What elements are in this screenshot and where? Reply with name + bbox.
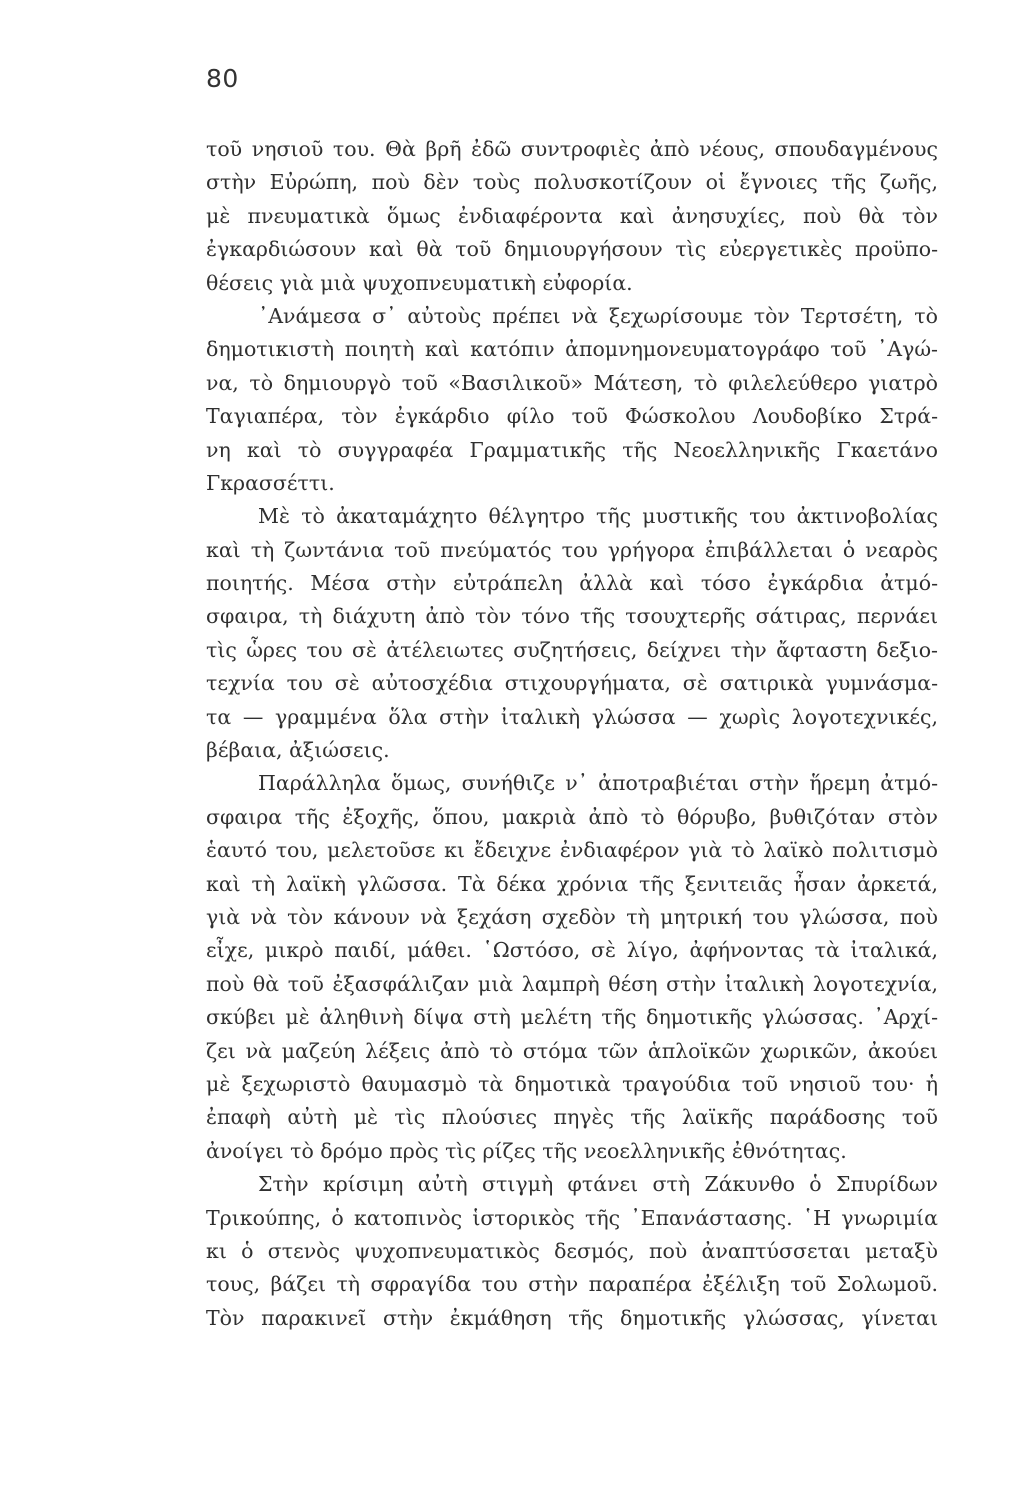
- text-line: τους, βάζει τὴ σφραγίδα του στὴν παραπέρα ἐξέλιξη τοῦ Σολωμοῦ.: [206, 1272, 938, 1297]
- text-line: τεχνία του σὲ αὐτοσχέδια στιχουργήματα, σὲ σατιρικὰ γυμνάσμα-: [206, 671, 938, 696]
- paragraph-start: ᾿Ανάμεσα σ᾿ αὐτοὺς πρέπει νὰ ξεχωρίσουμε τὸν Τερτσέτη, τὸ: [258, 303, 938, 328]
- paragraph-start: Μὲ τὸ ἀκαταμάχητο θέλγητρο τῆς μυστικῆς του ἀκτινοβολίας: [258, 504, 938, 529]
- text-line: τὶς ὧρες του σὲ ἀτέλειωτες συζητήσεις, δείχνει τὴν ἄφταστη δεξιο-: [206, 637, 938, 662]
- text-line: νη καὶ τὸ συγγραφέα Γραμματικῆς τῆς Νεοελληνικῆς Γκαετάνο: [206, 437, 938, 462]
- page-number: 80: [206, 64, 239, 93]
- text-line: εἶχε, μικρὸ παιδί, μάθει. ῾Ωστόσο, σὲ λίγο, ἀφήνοντας τὰ ἰταλικά,: [206, 938, 938, 963]
- text-line: κι ὁ στενὸς ψυχοπνευματικὸς δεσμός, ποὺ ἀναπτύσσεται μεταξὺ: [206, 1238, 938, 1263]
- text-line: τα — γραμμένα ὅλα στὴν ἰταλικὴ γλώσσα — χωρὶς λογοτεχνικές,: [206, 704, 938, 729]
- text-line: στὴν Εὐρώπη, ποὺ δὲν τοὺς πολυσκοτίζουν οἱ ἔγνοιες τῆς ζωῆς,: [206, 170, 938, 195]
- text-line: Τρικούπης, ὁ κατοπινὸς ἱστορικὸς τῆς ᾿Επανάστασης. ῾Η γνωριμία: [206, 1205, 938, 1230]
- text-line: ἐπαφὴ αὐτὴ μὲ τὶς πλούσιες πηγὲς τῆς λαϊκῆς παράδοσης τοῦ: [206, 1105, 938, 1130]
- text-line: ἐγκαρδιώσουν καὶ θὰ τοῦ δημιουργήσουν τὶς εὐεργετικὲς προϋπο-: [206, 237, 938, 262]
- text-line: σφαιρα τῆς ἐξοχῆς, ὅπου, μακριὰ ἀπὸ τὸ θόρυβο, βυθιζόταν στὸν: [206, 804, 938, 829]
- text-line: καὶ τὴ ζωντάνια τοῦ πνεύματός του γρήγορα ἐπιβάλλεται ὁ νεαρὸς: [206, 537, 938, 562]
- text-line: ποιητής. Μέσα στὴν εὐτράπελη ἀλλὰ καὶ τόσο ἐγκάρδια ἀτμό-: [206, 571, 938, 596]
- text-line: ἑαυτό του, μελετοῦσε κι ἔδειχνε ἐνδιαφέρον γιὰ τὸ λαϊκὸ πολιτισμὸ: [206, 838, 938, 863]
- paragraph-start: Παράλληλα ὅμως, συνήθιζε ν᾿ ἀποτραβιέται στὴν ἥρεμη ἀτμό-: [258, 771, 938, 796]
- text-line: καὶ τὴ λαϊκὴ γλῶσσα. Τὰ δέκα χρόνια τῆς ξενιτειᾶς ἦσαν ἀρκετά,: [206, 871, 938, 896]
- paragraph-start: Στὴν κρίσιμη αὐτὴ στιγμὴ φτάνει στὴ Ζάκυνθο ὁ Σπυρίδων: [258, 1172, 938, 1197]
- text-line: βέβαια, ἀξιώσεις.: [206, 738, 390, 763]
- text-line: σκύβει μὲ ἀληθινὴ δίψα στὴ μελέτη τῆς δημοτικῆς γλώσσας. ᾿Αρχί-: [206, 1005, 938, 1030]
- text-line: μὲ πνευματικὰ ὅμως ἐνδιαφέροντα καὶ ἀνησυχίες, ποὺ θὰ τὸν: [206, 203, 938, 228]
- text-line: ἀνοίγει τὸ δρόμο πρὸς τὶς ρίζες τῆς νεοελληνικῆς ἐθνότητας.: [206, 1138, 847, 1163]
- text-line: δημοτικιστὴ ποιητὴ καὶ κατόπιν ἀπομνημονευματογράφο τοῦ ᾿Αγώ-: [206, 337, 938, 362]
- text-line: Τὸν παρακινεῖ στὴν ἐκμάθηση τῆς δημοτικῆς γλώσσας, γίνεται: [206, 1305, 938, 1330]
- body-text: [206, 133, 938, 1335]
- text-line: ποὺ θὰ τοῦ ἐξασφάλιζαν μιὰ λαμπρὴ θέση στὴν ἰταλικὴ λογοτεχνία,: [206, 971, 938, 996]
- text-line: ζει νὰ μαζεύη λέξεις ἀπὸ τὸ στόμα τῶν ἁπλοϊκῶν χωρικῶν, ἀκούει: [206, 1038, 938, 1063]
- text-line: γιὰ νὰ τὸν κάνουν νὰ ξεχάση σχεδὸν τὴ μητρική του γλώσσα, ποὺ: [206, 904, 938, 929]
- text-line: θέσεις γιὰ μιὰ ψυχοπνευματικὴ εὐφορία.: [206, 270, 633, 295]
- text-line: Γκρασσέττι.: [206, 470, 335, 495]
- text-line: μὲ ξεχωριστὸ θαυμασμὸ τὰ δημοτικὰ τραγούδια τοῦ νησιοῦ του· ἡ: [206, 1071, 938, 1096]
- text-line: τοῦ νησιοῦ του. Θὰ βρῆ ἐδῶ συντροφιὲς ἀπὸ νέους, σπουδαγμένους: [206, 137, 938, 161]
- text-line: σφαιρα, τὴ διάχυτη ἀπὸ τὸν τόνο τῆς τσουχτερῆς σάτιρας, περνάει: [206, 604, 938, 629]
- text-line: Ταγιαπέρα, τὸν ἐγκάρδιο φίλο τοῦ Φώσκολου Λουδοβίκο Στρά-: [206, 404, 938, 429]
- text-line: να, τὸ δημιουργὸ τοῦ «Βασιλικοῦ» Μάτεση, τὸ φιλελεύθερο γιατρὸ: [206, 370, 938, 395]
